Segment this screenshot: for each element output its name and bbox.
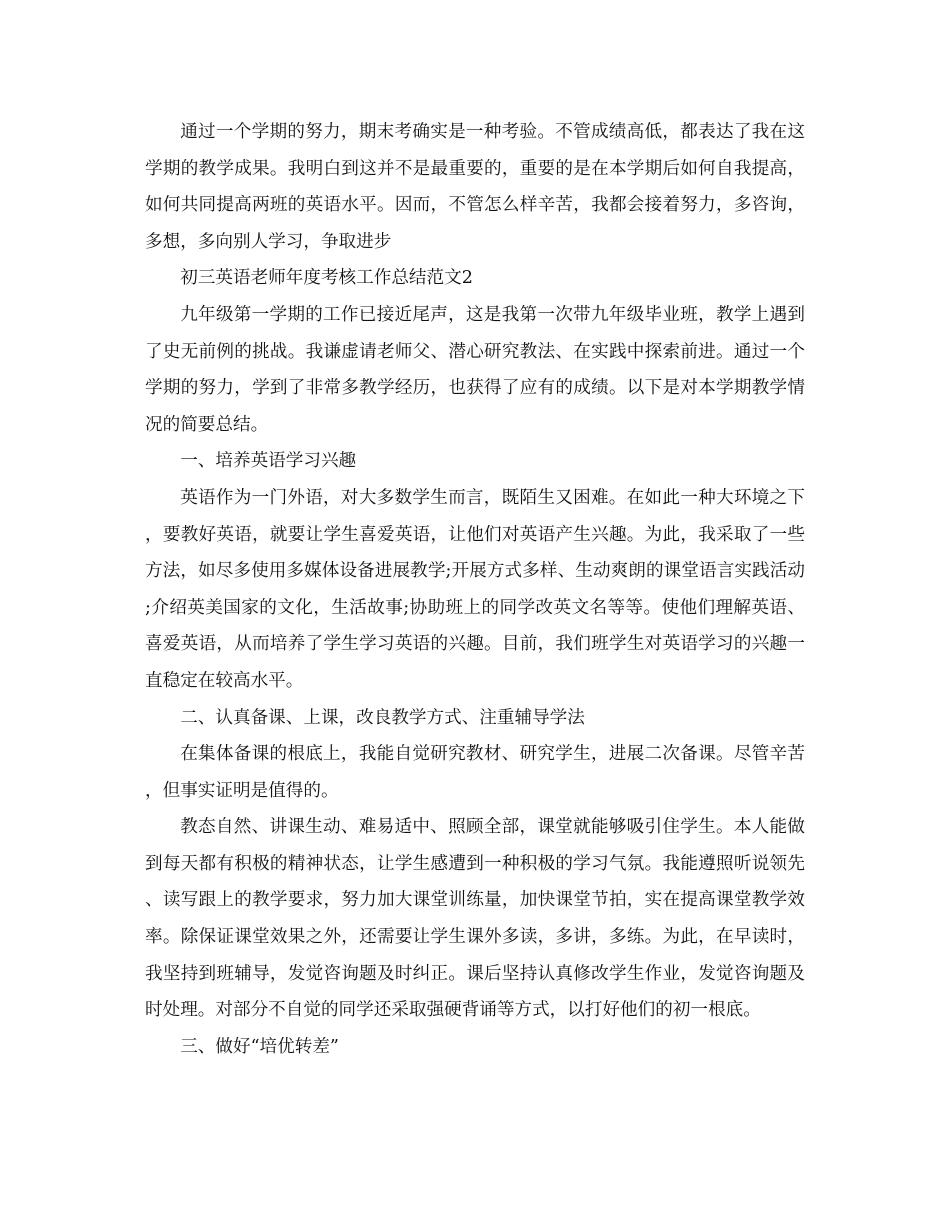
section-heading: 一、培养英语学习兴趣 [180,451,357,472]
section-heading: 二、认真备课、上课，改良教学方式、注重辅导学法 [180,707,585,728]
body-paragraph: 在集体备课的根底上，我能自觉研究教材、研究学生，进展二次备课。尽管辛苦，但事实证明是值得的。 [145,744,805,801]
body-paragraph: 通过一个学期的努力，期末考确实是一种考验。不管成绩高低，都表达了我在这学期的教学成果。我明白到这并不是最重要的，重要的是在本学期后如何自我提高，如何共同提高两班的英语水平。因而，不管怎么样辛苦，我都会接着努力，多咨询，多想，多向别人学习，争取进步 [145,122,805,252]
body-paragraph: 九年级第一学期的工作已接近尾声，这是我第一次带九年级毕业班，教学上遇到了史无前例的挑战。我谦虚请老师父、潜心研究教法、在实践中探索前进。通过一个学期的努力，学到了非常多教学经历，也获得了应有的成绩。以下是对本学期教学情况的简要总结。 [145,304,805,435]
body-paragraph: 英语作为一门外语，对大多数学生而言，既陌生又困难。在如此一种大环境之下，要教好英语，就要让学生喜爱英语，让他们对英语产生兴趣。为此，我采取了一些方法，如尽多使用多媒体设备进展教学;开展方式多样、生动爽朗的课堂语言实践活动;介绍英美国家的文化，生活故事;协助班上的同学改英文名等等。使他们理解英语、喜爱英语，从而培养了学生学习英语的兴趣。目前，我们班学生对英语学习的兴趣一直稳定在较高水平。 [145,487,805,691]
section-title: 初三英语老师年度考核工作总结范文2 [180,268,473,289]
body-paragraph: 教态自然、讲课生动、难易适中、照顾全部，课堂就能够吸引住学生。本人能做到每天都有积极的精神状态，让学生感遭到一种积极的学习气氛。我能遵照听说领先、读写跟上的教学要求，努力加大课堂训练量，加快课堂节拍，实在提高课堂教学效率。除保证课堂效果之外，还需要让学生课外多读，多讲，多练。为此，在早读时，我坚持到班辅导，发觉咨询题及时纠正。课后坚持认真修改学生作业，发觉咨询题及时处理。对部分不自觉的同学还采取强硬背诵等方式，以打好他们的初一根底。 [145,817,805,1021]
document-page [145,114,805,1065]
section-heading: 三、做好“培优转差” [180,1036,339,1057]
